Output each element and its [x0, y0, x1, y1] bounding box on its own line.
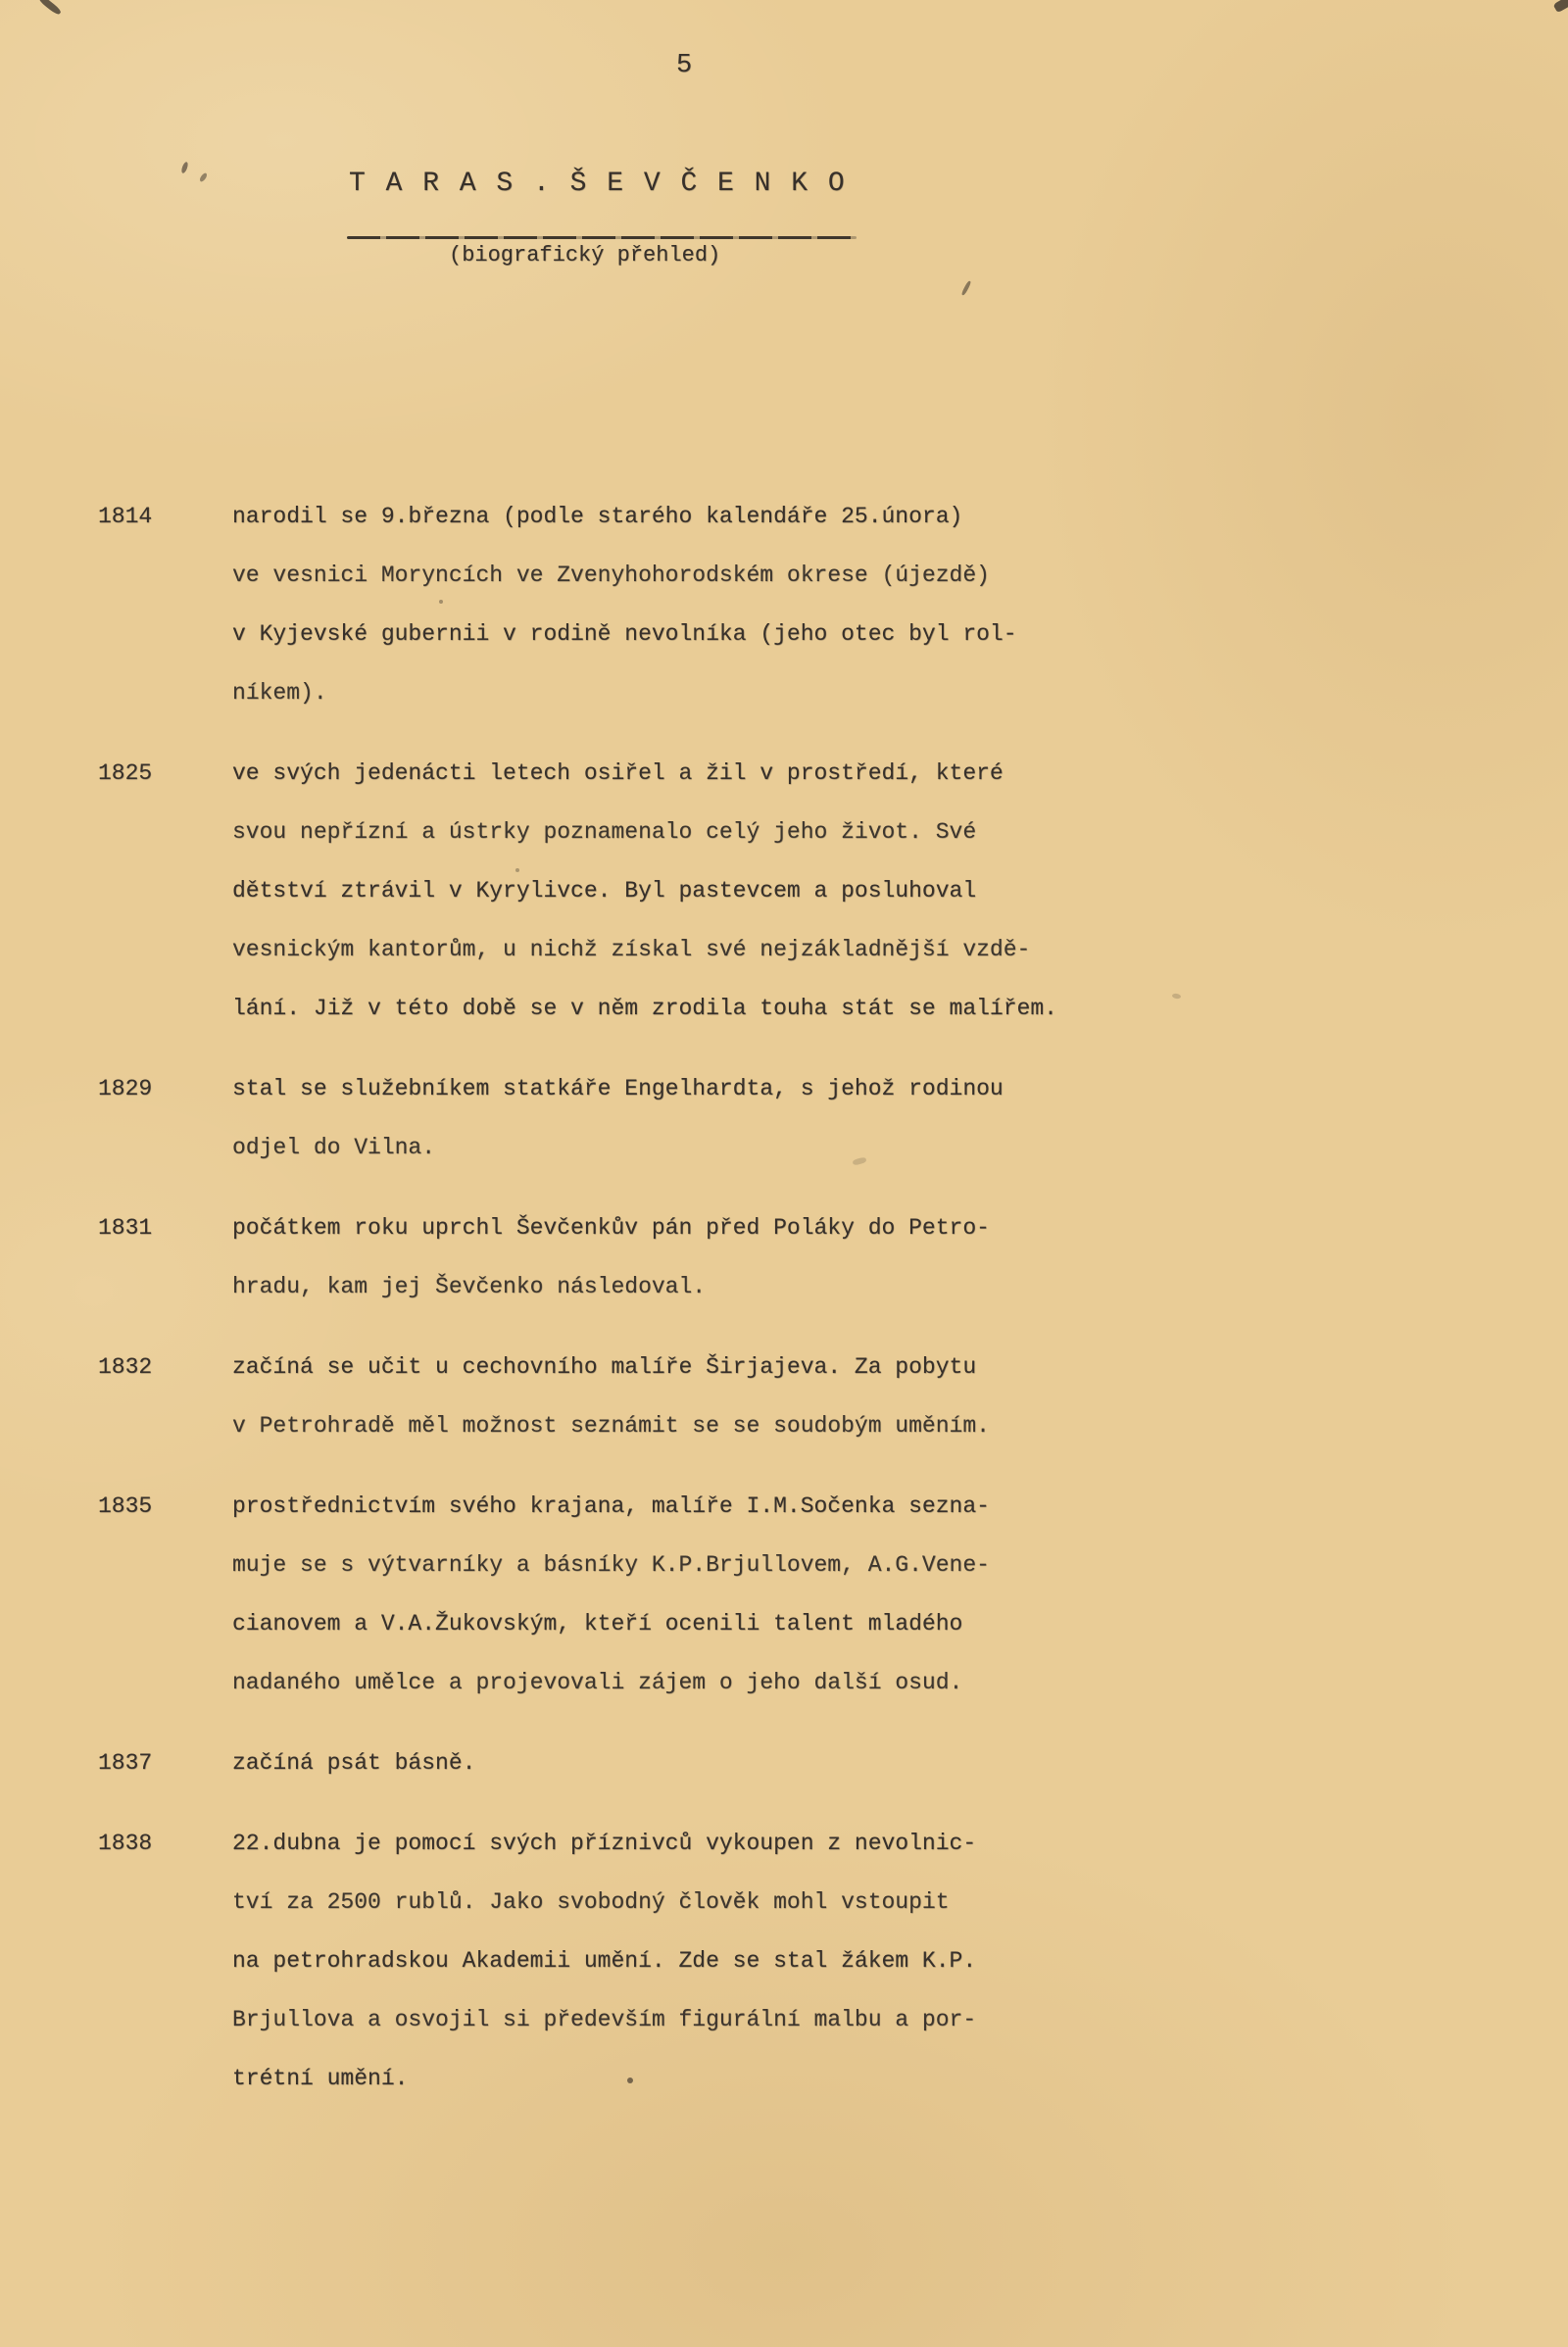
text-line: ve vesnici Moryncích ve Zvenyhohorodském okrese (újezdě) [232, 562, 990, 588]
text-line: prostřednictvím svého krajana, malíře I.M.Sočenka sezna- [232, 1493, 990, 1519]
entry-year: 1835 [98, 1493, 153, 1519]
text-line: stal se služebníkem statkáře Engelhardta, s jehož rodinou [232, 1076, 1004, 1101]
text-line: odjel do Vilna. [232, 1135, 436, 1160]
paper-speck [199, 171, 209, 182]
entry-text [232, 487, 1156, 722]
entry-text [232, 1814, 1156, 2108]
timeline-entry [98, 1059, 1156, 1177]
entry-year: 1838 [98, 1831, 153, 1856]
text-line: vesnickým kantorům, u nichž získal své nejzákladnější vzdě- [232, 937, 1031, 962]
page-number: 5 [676, 51, 693, 80]
paper-speck [1553, 0, 1568, 13]
text-line: tví za 2500 rublů. Jako svobodný člověk mohl vstoupit [232, 1889, 950, 1915]
entry-text [232, 1477, 1156, 1712]
paper-speck [180, 162, 189, 174]
entry-text [232, 1338, 1156, 1455]
entry-year: 1837 [98, 1750, 153, 1776]
text-line: na petrohradskou Akademii umění. Zde se stal žákem K.P. [232, 1948, 977, 1974]
text-line: začíná psát básně. [232, 1750, 476, 1776]
timeline [98, 487, 1156, 2129]
timeline-entry [98, 1338, 1156, 1455]
text-line: začíná se učit u cechovního malíře Širjajeva. Za pobytu [232, 1354, 977, 1380]
entry-year: 1831 [98, 1215, 153, 1241]
timeline-entry [98, 1198, 1156, 1316]
entry-text [232, 744, 1156, 1038]
entry-text [232, 1198, 1156, 1316]
text-line: muje se s výtvarníky a básníky K.P.Brjullovem, A.G.Vene- [232, 1552, 990, 1578]
text-line: Brjullova a osvojil si především figurální malbu a por- [232, 2007, 977, 2032]
text-line: v Kyjevské gubernii v rodině nevolníka (jeho otec byl rol- [232, 621, 1017, 647]
text-line: v Petrohradě měl možnost seznámit se se soudobým uměním. [232, 1413, 990, 1439]
text-line: počátkem roku uprchl Ševčenkův pán před Poláky do Petro- [232, 1215, 990, 1241]
text-line: narodil se 9.března (podle starého kalendáře 25.února) [232, 504, 963, 529]
entry-year: 1832 [98, 1354, 153, 1380]
timeline-entry [98, 1814, 1156, 2108]
text-line: cianovem a V.A.Žukovským, kteří ocenili talent mladého [232, 1611, 963, 1637]
entry-year: 1814 [98, 504, 153, 529]
timeline-entry [98, 744, 1156, 1038]
paper-speck [38, 0, 63, 16]
title-underline [347, 236, 857, 239]
text-line: svou nepřízní a ústrky poznamenalo celý jeho život. Své [232, 819, 977, 845]
document-subtitle: (biografický přehled) [449, 243, 721, 268]
paper-speck [960, 280, 971, 296]
document-title: T A R A S . Š E V Č E N K O [349, 169, 847, 199]
text-line: trétní umění. [232, 2066, 409, 2091]
text-line: lání. Již v této době se v něm zrodila touha stát se malířem. [232, 996, 1057, 1021]
entry-year: 1829 [98, 1076, 153, 1101]
text-line: níkem). [232, 680, 327, 706]
entry-text [232, 1059, 1156, 1177]
text-line: ve svých jedenácti letech osiřel a žil v prostředí, které [232, 760, 1004, 786]
timeline-entry [98, 1477, 1156, 1712]
text-line: 22.dubna je pomocí svých příznivců vykoupen z nevolnic- [232, 1831, 977, 1856]
entry-year: 1825 [98, 760, 153, 786]
text-line: dětství ztrávil v Kyrylivce. Byl pastevcem a posluhoval [232, 878, 977, 904]
paper-speck [1172, 993, 1182, 999]
timeline-entry [98, 487, 1156, 722]
timeline-entry [98, 1734, 1156, 1792]
entry-text [232, 1734, 1156, 1792]
text-line: hradu, kam jej Ševčenko následoval. [232, 1274, 707, 1299]
text-line: nadaného umělce a projevovali zájem o jeho další osud. [232, 1670, 963, 1695]
